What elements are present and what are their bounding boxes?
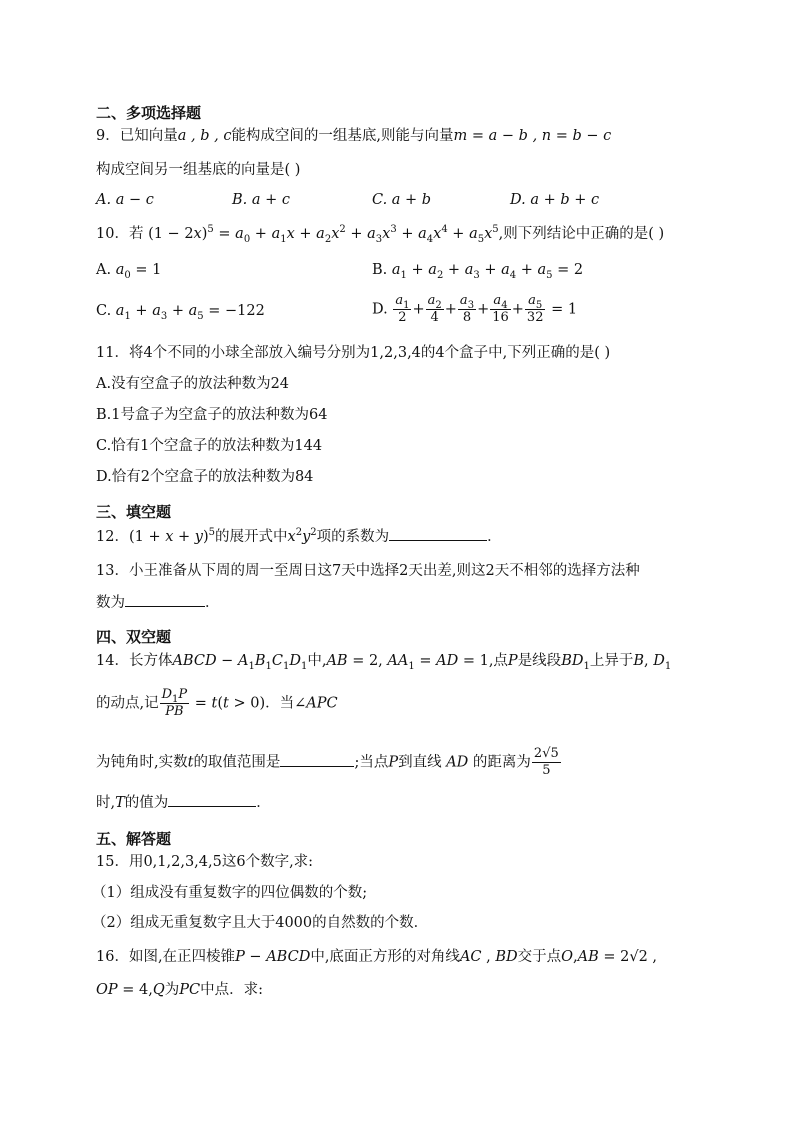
section-title-solutions: 五、解答题: [96, 830, 172, 848]
answer-blank-12[interactable]: [389, 526, 487, 541]
question-13-line1: 13．小王准备从下周的周一至周日这7天中选择2天出差,则这2天不相邻的选择方法种: [96, 563, 640, 579]
option-9b: B. a + c: [232, 192, 291, 208]
section-title-multiple-choice: 二、多项选择题: [96, 104, 202, 122]
answer-blank-14b[interactable]: [168, 792, 256, 807]
question-11-stem: 11．将4个不同的小球全部放入编号分别为1,2,3,4的4个盒子中,下列正确的是( ): [96, 345, 611, 361]
option-11c: C.恰有1个空盒子的放法种数为144: [96, 438, 323, 454]
option-11d: D.恰有2个空盒子的放法种数为84: [96, 469, 314, 485]
question-15-stem: 15．用0,1,2,3,4,5这6个数字,求:: [96, 854, 314, 870]
question-14-line1: 14．长方体ABCD − $A_1B_1C_1D_1$中,AB = 2, $AA_1$ = AD = 1,点P是线段$BD_1$上异于B, $D_1$: [96, 653, 672, 672]
section-title-double-blank: 四、双空题: [96, 628, 172, 646]
option-10b: B. $a_1 + a_2 + a_3 + a_4 + a_5 = 2$: [372, 262, 584, 281]
question-14-line2: 的动点,记 $\frac{D_1P}{PB}$ = t(t > 0)．当∠APC: [96, 687, 338, 719]
question-16-line1: 16．如图,在正四棱锥P − ABCD中,底面正方形的对角线AC , BD交于点O,AB = 2√2 ,: [96, 949, 658, 965]
option-10c: C. $a_1 + a_3 + a_5 = -122$: [96, 303, 265, 322]
vector-basis: a , b , c: [177, 128, 232, 144]
question-9-stem-line2: 构成空间另一组基底的向量是( ): [96, 162, 301, 178]
question-12: 12．$(1 + x + y)^5$的展开式中$x^2y^2$项的系数为 ．: [96, 527, 502, 545]
question-16-line2: OP = 4,Q为PC中点．求:: [96, 982, 263, 998]
option-11b: B.1号盒子为空盒子的放法种数为64: [96, 407, 328, 423]
question-9-stem: 9．已知向量a , b , c能构成空间的一组基底,则能与向量m = a − b , n = b − c: [96, 128, 612, 144]
option-9d: D. a + b + c: [510, 192, 600, 208]
binomial-expansion: $(1 - 2x)^5 = a_0 + a_1x + a_2x^2 + a_3x^3 + a_4x^4 + a_5x^5$: [148, 224, 499, 245]
option-9c: C. a + b: [372, 192, 432, 208]
answer-blank-14a[interactable]: [280, 752, 354, 767]
question-10-stem: 10．若 $(1 - 2x)^5 = a_0 + a_1x + a_2x^2 + a_3x^3 + a_4x^4 + a_5x^5$,则下列结论中正确的是( ): [96, 224, 665, 245]
question-13-line2: 数为 ．: [96, 592, 220, 613]
answer-blank-13[interactable]: [125, 592, 205, 607]
option-9a: A. a − c: [96, 192, 154, 208]
question-15-part2: （2）组成无重复数字且大于4000的自然数的个数．: [92, 915, 429, 931]
option-11a: A.没有空盒子的放法种数为24: [96, 376, 290, 392]
question-14-line4: 时,T的值为 ．: [96, 792, 271, 813]
question-14-line3: 为钝角时,实数t的取值范围是 ;当点P到直线 AD 的距离为 $\frac{2√5}{5}$: [96, 746, 559, 778]
vector-m-n: m = a − b , n = b − c: [453, 128, 612, 144]
question-15-part1: （1）组成没有重复数字的四位偶数的个数;: [92, 885, 368, 901]
option-10d: D. $\frac{a_1}{2}$ + $\frac{a_2}{4}$ + $\frac{a_3}{8}$ + $\frac{a_4}{16}$ + $\frac{a_5}{32}$ = 1: [372, 293, 578, 325]
option-10a: A. $a_0 = 1$: [96, 262, 162, 281]
section-title-fill-blank: 三、填空题: [96, 503, 172, 521]
